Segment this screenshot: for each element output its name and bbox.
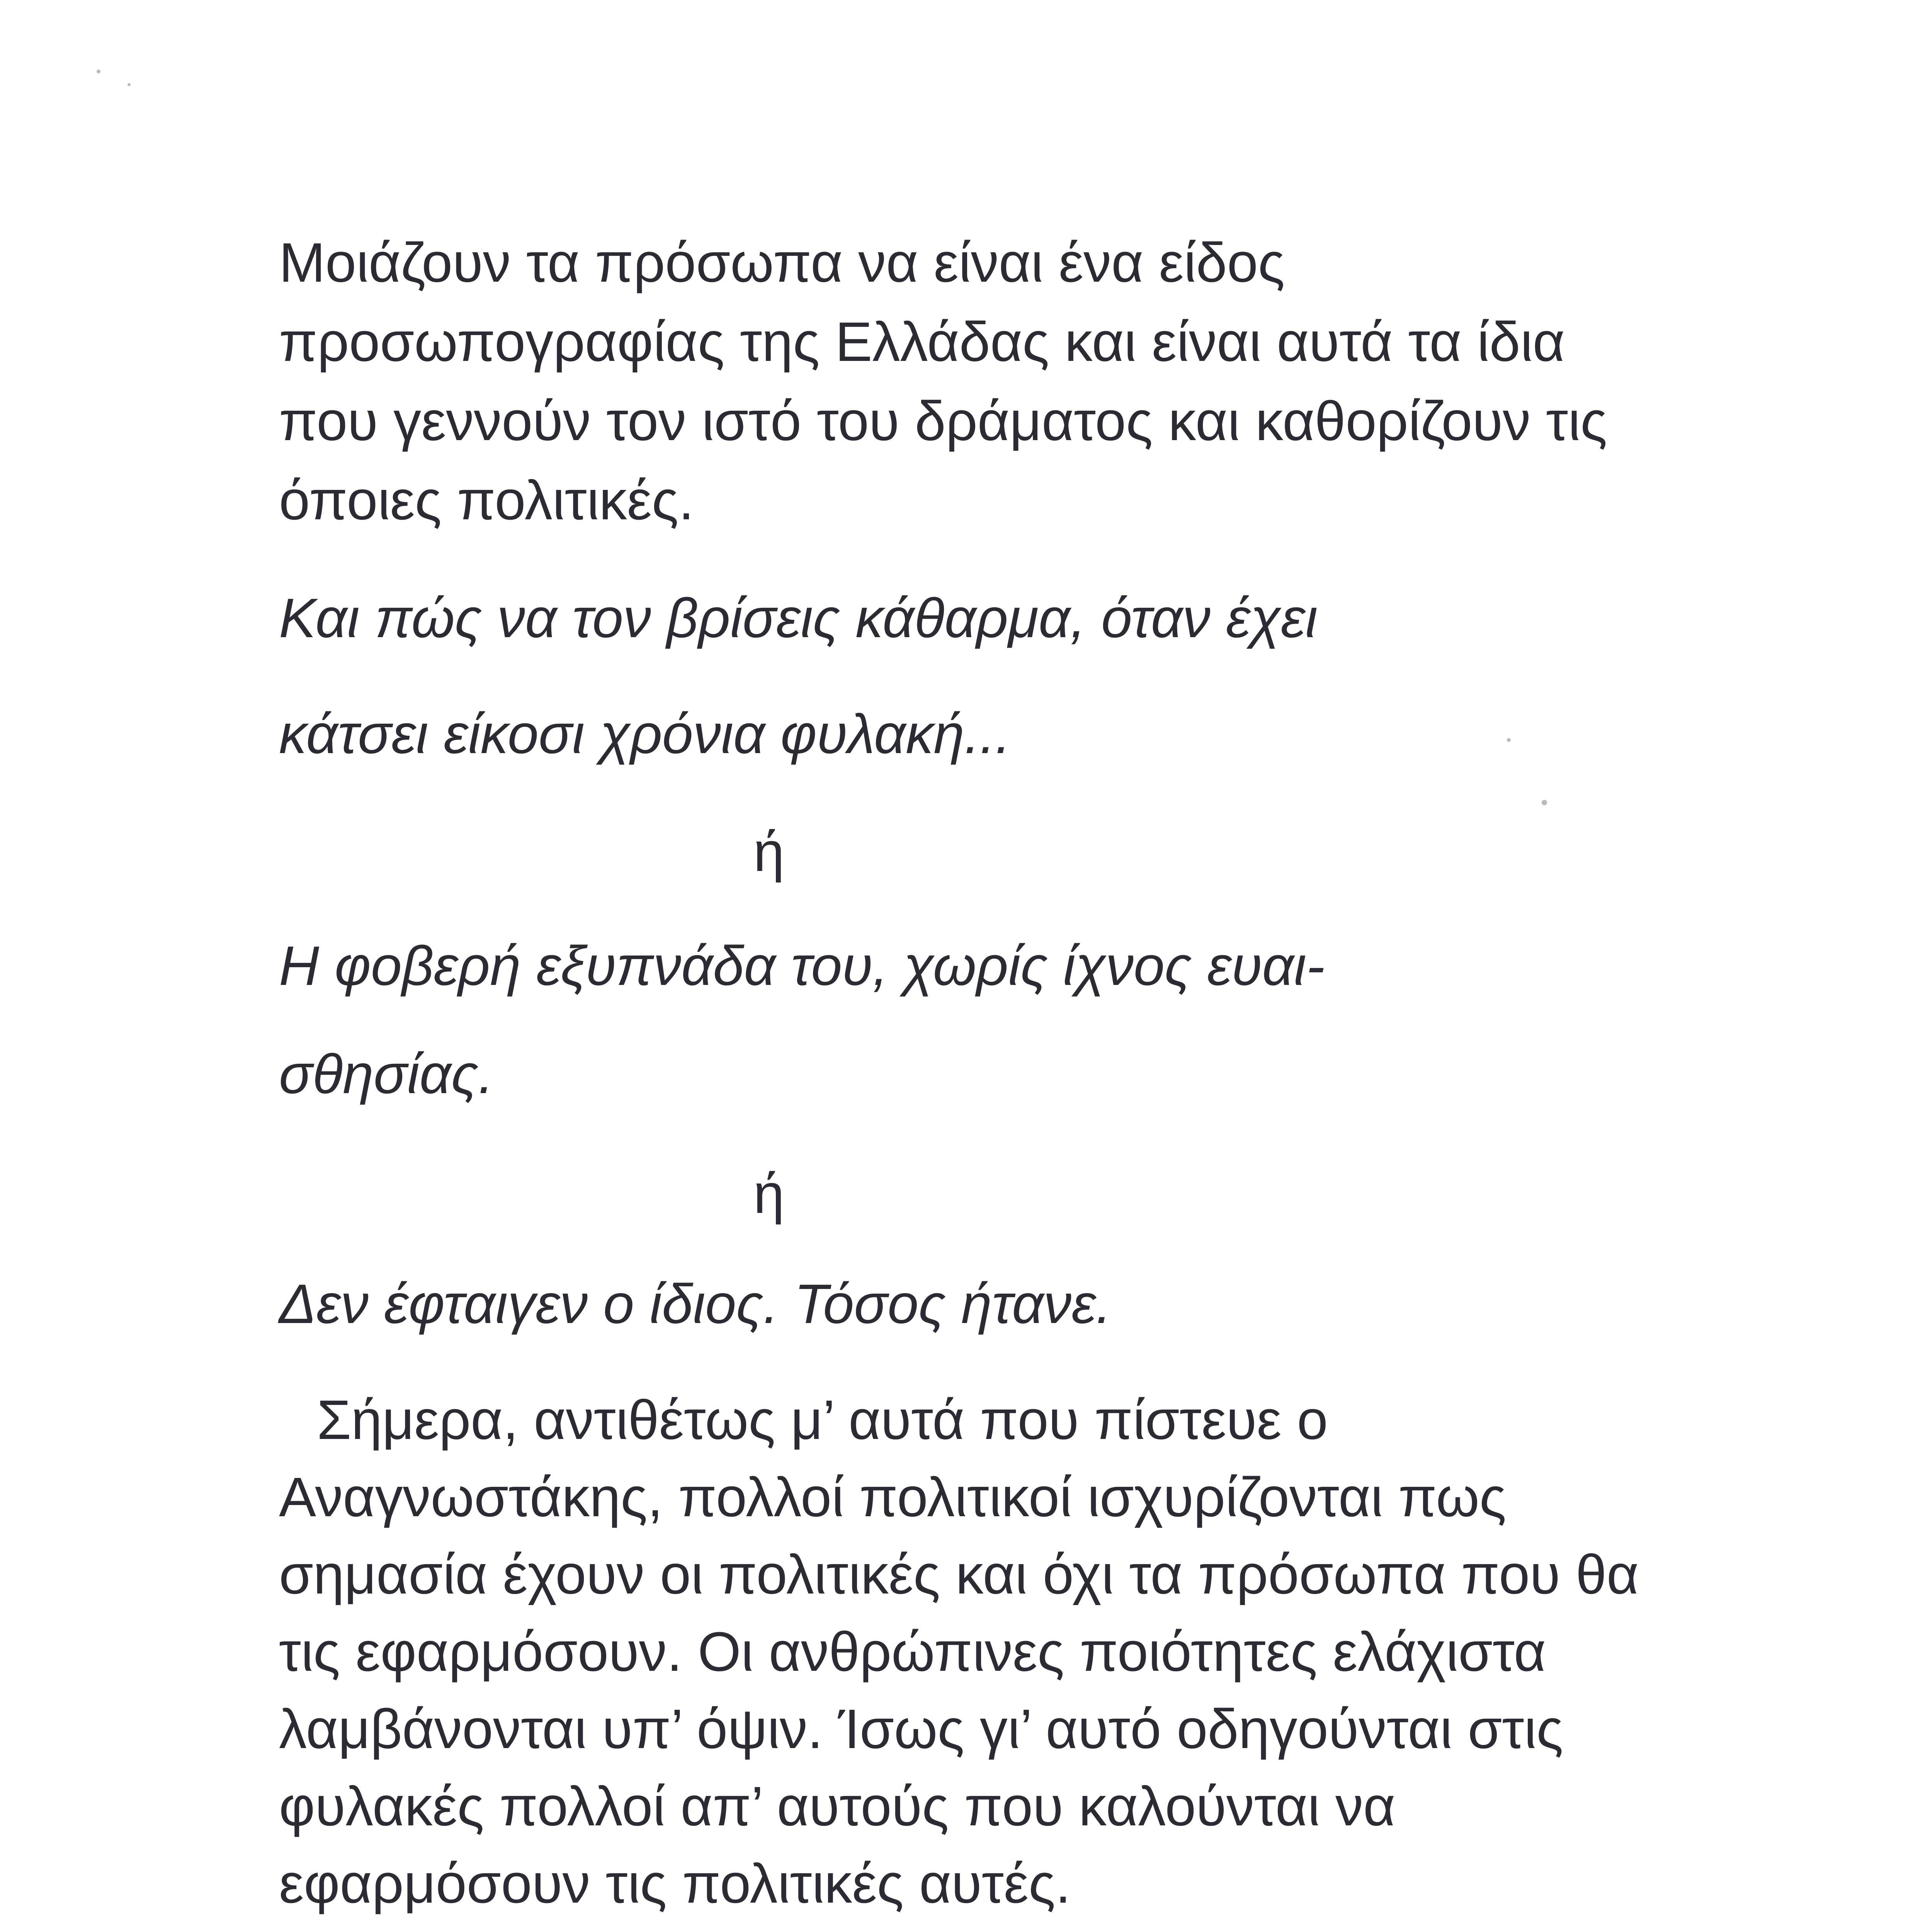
paragraph-2-line-1: Σήμερα, αντιθέτως μ’ αυτά που πίστευε ο: [317, 1389, 1328, 1451]
separator-eta: ή: [753, 1163, 785, 1225]
scan-speck: [128, 83, 131, 86]
quote-2-line-2: σθησίας.: [279, 1043, 494, 1105]
paragraph-2-line-6: φυλακές πολλοί απ’ αυτούς που καλούνται να: [279, 1775, 1396, 1837]
scan-speck: [1507, 738, 1511, 742]
paragraph-2-line-2: Αναγνωστάκης, πολλοί πολιτικοί ισχυρίζονται πως: [279, 1466, 1507, 1528]
separator-eta: ή: [753, 821, 785, 883]
quote-2-line-1: Η φοβερή εξυπνάδα του, χωρίς ίχνος ευαι-: [279, 935, 1325, 997]
quote-1-line-2: κάτσει είκοσι χρόνια φυλακή...: [279, 703, 1011, 765]
paragraph-2-line-3: σημασία έχουν οι πολιτικές και όχι τα πρόσωπα που θα: [279, 1543, 1639, 1605]
paragraph-1-line-3: που γεννούν τον ιστό του δράματος και καθορίζουν τις: [279, 390, 1607, 452]
scan-speck: [1542, 800, 1547, 805]
paragraph-2-line-4: τις εφαρμόσουν. Οι ανθρώπινες ποιότητες ελάχιστα: [279, 1621, 1546, 1683]
paragraph-1-line-4: όποιες πολιτικές.: [279, 469, 694, 531]
scan-speck: [97, 70, 100, 73]
paragraph-2-line-7: εφαρμόσουν τις πολιτικές αυτές.: [279, 1852, 1071, 1915]
quote-1-line-1: Και πώς να τον βρίσεις κάθαρμα, όταν έχει: [279, 587, 1318, 649]
paragraph-2-line-5: λαμβάνονται υπ’ όψιν. Ίσως γι’ αυτό οδηγούνται στις: [279, 1698, 1563, 1760]
paragraph-1-line-2: προσωπογραφίας της Ελλάδας και είναι αυτά τα ίδια: [279, 311, 1565, 373]
paragraph-1-line-1: Μοιάζουν τα πρόσωπα να είναι ένα είδος: [279, 231, 1285, 294]
quote-3-line-1: Δεν έφταιγεν ο ίδιος. Τόσος ήτανε.: [279, 1273, 1112, 1335]
